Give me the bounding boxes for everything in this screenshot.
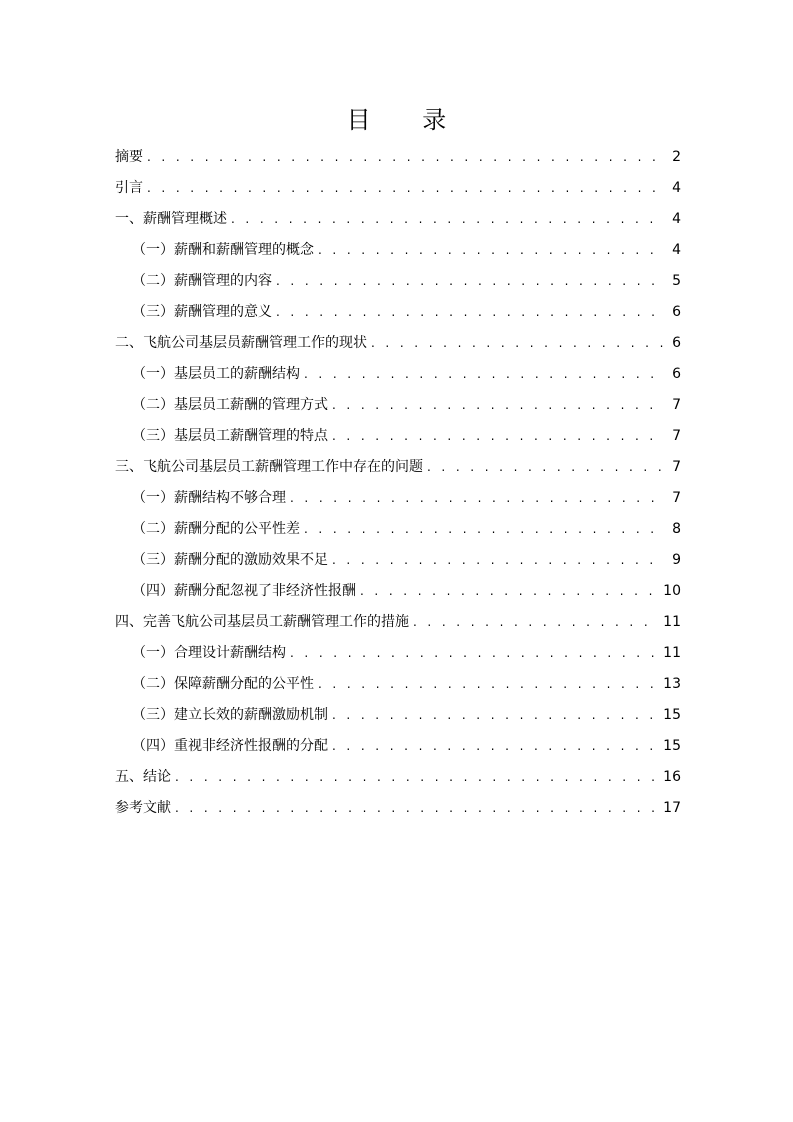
toc-entry[interactable] — [115, 762, 681, 793]
toc-entry[interactable] — [115, 266, 681, 297]
toc-entry-page-number: 16 — [663, 769, 681, 785]
toc-entry-page-number: 8 — [672, 521, 681, 537]
toc-entry-page-number: 6 — [672, 366, 681, 382]
toc-entry-page-number: 15 — [663, 707, 681, 723]
toc-entry-page-number: 7 — [672, 397, 681, 413]
toc-entry-label: 二、飞航公司基层员薪酬管理工作的现状 — [115, 335, 367, 351]
toc-entry-label: （二）基层员工薪酬的管理方式 — [132, 397, 328, 413]
toc-entry-page-number: 2 — [672, 149, 681, 165]
toc-dot-leader — [231, 204, 665, 235]
toc-entry-label: （四）薪酬分配忽视了非经济性报酬 — [132, 583, 356, 599]
toc-dot-leader — [147, 142, 665, 173]
toc-entry[interactable] — [115, 390, 681, 421]
toc-dot-leader — [304, 514, 665, 545]
toc-entry[interactable] — [115, 731, 681, 762]
toc-entry-page-number: 4 — [672, 211, 681, 227]
toc-dot-leader — [318, 235, 665, 266]
toc-entry-page-number: 11 — [663, 614, 681, 630]
toc-dot-leader — [413, 607, 659, 638]
toc-entry-page-number: 7 — [672, 459, 681, 475]
page-title: 目 录 — [346, 106, 469, 134]
toc-entry[interactable] — [115, 452, 681, 483]
toc-entry[interactable] — [115, 359, 681, 390]
toc-entry-page-number: 4 — [672, 180, 681, 196]
table-of-contents — [115, 142, 681, 824]
toc-entry-page-number: 13 — [663, 676, 681, 692]
toc-entry-page-number: 15 — [663, 738, 681, 754]
toc-entry-page-number: 6 — [672, 335, 681, 351]
toc-entry-label: （一）基层员工的薪酬结构 — [132, 366, 300, 382]
toc-entry-label: 一、薪酬管理概述 — [115, 211, 227, 227]
toc-entry[interactable] — [115, 669, 681, 700]
toc-entry-page-number: 9 — [672, 552, 681, 568]
toc-entry[interactable] — [115, 173, 681, 204]
toc-entry[interactable] — [115, 142, 681, 173]
toc-entry-label: （一）合理设计薪酬结构 — [132, 645, 286, 661]
toc-entry-label: 参考文献 — [115, 800, 171, 816]
toc-dot-leader — [371, 328, 665, 359]
toc-entry-page-number: 17 — [663, 800, 681, 816]
toc-dot-leader — [332, 700, 659, 731]
toc-dot-leader — [360, 576, 659, 607]
toc-dot-leader — [175, 793, 659, 824]
toc-entry-page-number: 4 — [672, 242, 681, 258]
toc-entry-label: （四）重视非经济性报酬的分配 — [132, 738, 328, 754]
toc-dot-leader — [290, 483, 665, 514]
toc-entry-label: 三、飞航公司基层员工薪酬管理工作中存在的问题 — [115, 459, 423, 475]
toc-entry[interactable] — [115, 793, 681, 824]
toc-dot-leader — [175, 762, 659, 793]
toc-entry-label: （三）建立长效的薪酬激励机制 — [132, 707, 328, 723]
toc-entry-label: 摘要 — [115, 149, 143, 165]
toc-entry-label: （二）保障薪酬分配的公平性 — [132, 676, 314, 692]
toc-entry-page-number: 7 — [672, 428, 681, 444]
toc-entry-page-number: 6 — [672, 304, 681, 320]
toc-entry-label: （一）薪酬和薪酬管理的概念 — [132, 242, 314, 258]
toc-entry[interactable] — [115, 514, 681, 545]
toc-dot-leader — [318, 669, 659, 700]
toc-entry-label: （二）薪酬分配的公平性差 — [132, 521, 300, 537]
toc-entry[interactable] — [115, 638, 681, 669]
toc-entry-label: （三）基层员工薪酬管理的特点 — [132, 428, 328, 444]
toc-entry[interactable] — [115, 328, 681, 359]
toc-entry[interactable] — [115, 421, 681, 452]
toc-entry-label: （三）薪酬管理的意义 — [132, 304, 272, 320]
toc-dot-leader — [427, 452, 665, 483]
toc-entry[interactable] — [115, 483, 681, 514]
toc-entry[interactable] — [115, 204, 681, 235]
toc-entry-label: 四、完善飞航公司基层员工薪酬管理工作的措施 — [115, 614, 409, 630]
toc-dot-leader — [332, 421, 665, 452]
toc-entry-page-number: 7 — [672, 490, 681, 506]
toc-dot-leader — [332, 545, 665, 576]
toc-dot-leader — [332, 731, 659, 762]
toc-entry-page-number: 5 — [672, 273, 681, 289]
toc-entry[interactable] — [115, 700, 681, 731]
toc-dot-leader — [147, 173, 665, 204]
toc-entry[interactable] — [115, 576, 681, 607]
toc-dot-leader — [276, 266, 665, 297]
toc-entry[interactable] — [115, 545, 681, 576]
toc-entry-page-number: 10 — [663, 583, 681, 599]
toc-entry-label: （二）薪酬管理的内容 — [132, 273, 272, 289]
toc-dot-leader — [332, 390, 665, 421]
toc-entry-label: 引言 — [115, 180, 143, 196]
toc-entry-page-number: 11 — [663, 645, 681, 661]
toc-entry[interactable] — [115, 235, 681, 266]
toc-dot-leader — [276, 297, 665, 328]
toc-entry[interactable] — [115, 607, 681, 638]
toc-entry-label: 五、结论 — [115, 769, 171, 785]
toc-entry-label: （一）薪酬结构不够合理 — [132, 490, 286, 506]
toc-dot-leader — [290, 638, 659, 669]
toc-entry[interactable] — [115, 297, 681, 328]
toc-dot-leader — [304, 359, 665, 390]
toc-entry-label: （三）薪酬分配的激励效果不足 — [132, 552, 328, 568]
